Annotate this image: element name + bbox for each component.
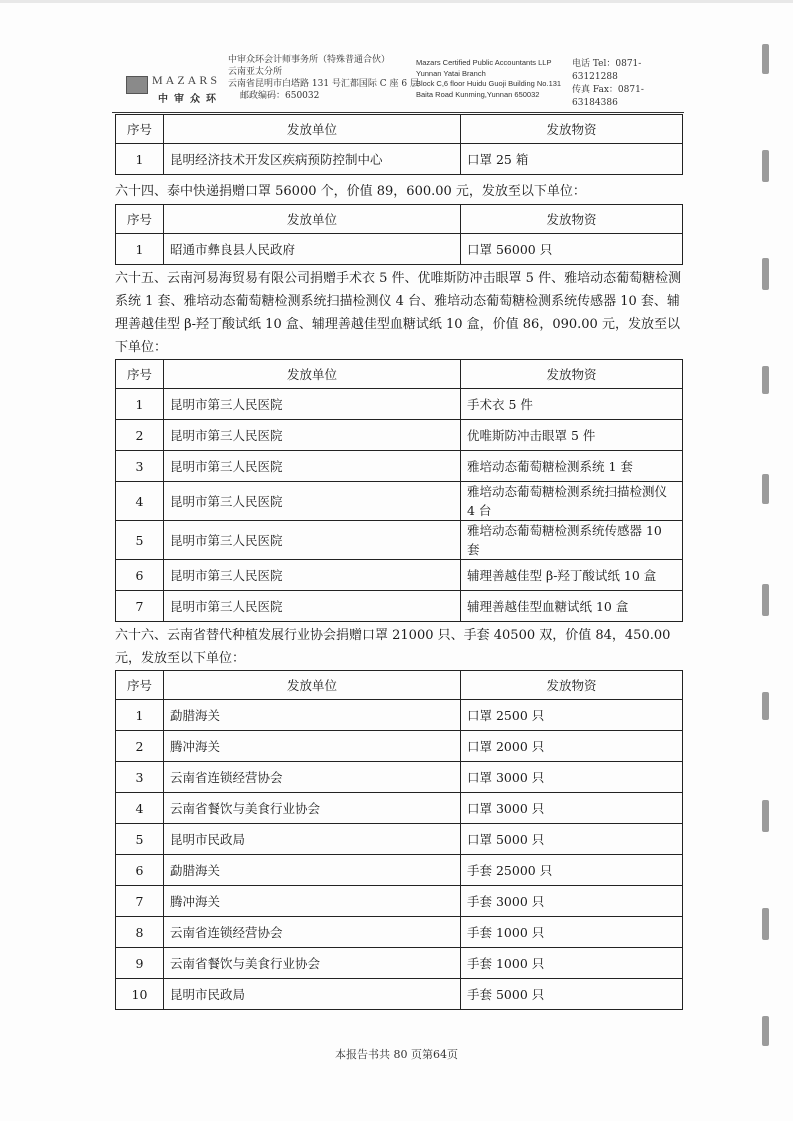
logo-cn-text: 中审众环	[158, 94, 222, 105]
col-no: 序号	[116, 115, 164, 144]
row-org: 勐腊海关	[164, 855, 461, 886]
col-no: 序号	[116, 671, 164, 700]
section-65-text: 六十五、云南河易海贸易有限公司捐赠手术衣 5 件、优唯斯防冲击眼罩 5 件、雅培动态葡萄糖检测系统 1 套、雅培动态葡萄糖检测系统扫描检测仪 4 台、雅培动态葡萄糖检测系统传感器 10 套、辅理善越佳型 β-羟丁酸试纸 10 盒、辅理善越佳型血糖试纸 10 盒，价值 86，090.00 元，发放至以下单位：	[115, 271, 682, 355]
row-item: 手套 1000 只	[461, 917, 683, 948]
table-row	[116, 793, 683, 824]
table-header-row	[116, 671, 683, 700]
col-item: 发放物资	[461, 671, 683, 700]
table-header-row	[116, 205, 683, 234]
letterhead	[122, 50, 682, 114]
scan-edge	[0, 0, 793, 3]
table-row	[116, 591, 683, 622]
binding-hole-mark	[762, 366, 769, 394]
binding-hole-mark	[762, 908, 769, 940]
table-row	[116, 979, 683, 1010]
firm-en-address2: Baita Road Kunming,Yunnan 650032	[416, 89, 540, 99]
row-item: 手套 5000 只	[461, 979, 683, 1010]
binding-hole-mark	[762, 150, 769, 182]
col-no: 序号	[116, 205, 164, 234]
row-item: 雅培动态葡萄糖检测系统 1 套	[461, 451, 683, 482]
table-row	[116, 886, 683, 917]
binding-hole-mark	[762, 258, 769, 290]
row-item: 口罩 25 箱	[461, 144, 683, 175]
row-no: 2	[116, 731, 164, 762]
distribution-table-4	[115, 670, 683, 1010]
row-item: 口罩 3000 只	[461, 793, 683, 824]
row-no: 4	[116, 482, 164, 521]
row-item: 手套 3000 只	[461, 886, 683, 917]
row-org: 云南省连锁经营协会	[164, 762, 461, 793]
table-row	[116, 482, 683, 521]
row-no: 3	[116, 762, 164, 793]
mazars-logo	[122, 62, 224, 105]
firm-cn-name: 中审众环会计师事务所（特殊普通合伙）	[228, 55, 391, 65]
section-66-text: 六十六、云南省替代种植发展行业协会捐赠口罩 21000 只、手套 40500 双，价值 84，450.00 元，发放至以下单位：	[115, 628, 671, 666]
row-no: 5	[116, 824, 164, 855]
firm-en-info	[416, 58, 561, 100]
row-item: 辅理善越佳型 β-羟丁酸试纸 10 盒	[461, 560, 683, 591]
row-org: 昆明市第三人民医院	[164, 389, 461, 420]
table-row	[116, 234, 683, 265]
row-item: 雅培动态葡萄糖检测系统传感器 10 套	[461, 521, 683, 560]
col-item: 发放物资	[461, 360, 683, 389]
col-org: 发放单位	[164, 205, 461, 234]
header-divider	[112, 112, 684, 113]
row-item: 优唯斯防冲击眼罩 5 件	[461, 420, 683, 451]
section-64-text: 六十四、泰中快递捐赠口罩 56000 个，价值 89，600.00 元，发放至以下单位：	[115, 184, 586, 199]
row-no: 6	[116, 560, 164, 591]
table-row	[116, 144, 683, 175]
row-no: 6	[116, 855, 164, 886]
row-org: 昆明市民政局	[164, 824, 461, 855]
table-row	[116, 855, 683, 886]
binding-hole-mark	[762, 1016, 769, 1046]
row-org: 云南省餐饮与美食行业协会	[164, 948, 461, 979]
row-org: 昆明市民政局	[164, 979, 461, 1010]
page-content	[115, 114, 683, 1010]
row-org: 昆明市第三人民医院	[164, 521, 461, 560]
distribution-table-1	[115, 114, 683, 175]
firm-cn-branch: 云南亚太分所	[228, 67, 283, 77]
firm-en-branch: Yunnan Yatai Branch	[416, 68, 486, 78]
table-row	[116, 451, 683, 482]
row-no: 10	[116, 979, 164, 1010]
table-header-row	[116, 115, 683, 144]
row-no: 7	[116, 591, 164, 622]
table-row	[116, 948, 683, 979]
table-row	[116, 420, 683, 451]
binding-hole-mark	[762, 474, 769, 504]
col-org: 发放单位	[164, 671, 461, 700]
row-item: 口罩 5000 只	[461, 824, 683, 855]
row-item: 口罩 2000 只	[461, 731, 683, 762]
table-row	[116, 700, 683, 731]
binding-hole-mark	[762, 44, 769, 74]
row-no: 1	[116, 144, 164, 175]
row-org: 勐腊海关	[164, 700, 461, 731]
table-header-row	[116, 360, 683, 389]
col-no: 序号	[116, 360, 164, 389]
row-org: 昆明市第三人民医院	[164, 591, 461, 622]
row-no: 7	[116, 886, 164, 917]
row-item: 口罩 2500 只	[461, 700, 683, 731]
row-item: 手套 1000 只	[461, 948, 683, 979]
firm-cn-postcode: 邮政编码：650032	[240, 91, 320, 101]
row-no: 8	[116, 917, 164, 948]
firm-en-address: Block C,6 floor Huidu Guoji Building No.131	[416, 79, 562, 88]
row-org: 昆明市第三人民医院	[164, 451, 461, 482]
row-item: 口罩 3000 只	[461, 762, 683, 793]
table-row	[116, 917, 683, 948]
row-org: 昆明经济技术开发区疾病预防控制中心	[164, 144, 461, 175]
col-org: 发放单位	[164, 115, 461, 144]
row-org: 昆明市第三人民医院	[164, 420, 461, 451]
binding-hole-mark	[762, 692, 769, 720]
page-footer: 本报告书共 80 页第64页	[335, 1048, 458, 1061]
distribution-table-2	[115, 204, 683, 265]
firm-cn-info	[228, 54, 419, 102]
col-org: 发放单位	[164, 360, 461, 389]
row-no: 1	[116, 234, 164, 265]
row-no: 9	[116, 948, 164, 979]
row-no: 5	[116, 521, 164, 560]
row-item: 辅理善越佳型血糖试纸 10 盒	[461, 591, 683, 622]
row-no: 3	[116, 451, 164, 482]
binding-hole-mark	[762, 584, 769, 616]
table-row	[116, 762, 683, 793]
logo-mark-icon	[126, 76, 148, 94]
row-org: 昭通市彝良县人民政府	[164, 234, 461, 265]
col-item: 发放物资	[461, 205, 683, 234]
row-no: 2	[116, 420, 164, 451]
row-org: 云南省餐饮与美食行业协会	[164, 793, 461, 824]
row-org: 昆明市第三人民医院	[164, 482, 461, 521]
table-row	[116, 731, 683, 762]
row-item: 雅培动态葡萄糖检测系统扫描检测仪 4 台	[461, 482, 683, 521]
row-no: 1	[116, 700, 164, 731]
col-item: 发放物资	[461, 115, 683, 144]
row-org: 昆明市第三人民医院	[164, 560, 461, 591]
table-row	[116, 521, 683, 560]
distribution-table-3	[115, 359, 683, 622]
table-row	[116, 560, 683, 591]
row-no: 1	[116, 389, 164, 420]
row-item: 手套 25000 只	[461, 855, 683, 886]
phone-number: 电话 Tel：0871-63121288	[572, 59, 642, 82]
table-row	[116, 389, 683, 420]
row-org: 云南省连锁经营协会	[164, 917, 461, 948]
row-item: 手术衣 5 件	[461, 389, 683, 420]
table-row	[116, 824, 683, 855]
fax-number: 传真 Fax：0871-63184386	[572, 85, 644, 108]
firm-cn-address: 云南省昆明市白塔路 131 号汇都国际 C 座 6 层	[228, 79, 419, 89]
row-no: 4	[116, 793, 164, 824]
row-org: 腾冲海关	[164, 886, 461, 917]
logo-text: MAZARS	[152, 73, 221, 87]
firm-en-name: Mazars Certified Public Accountants LLP	[416, 58, 552, 67]
row-item: 口罩 56000 只	[461, 234, 683, 265]
contact-info	[572, 58, 682, 110]
row-org: 腾冲海关	[164, 731, 461, 762]
binding-hole-mark	[762, 800, 769, 832]
